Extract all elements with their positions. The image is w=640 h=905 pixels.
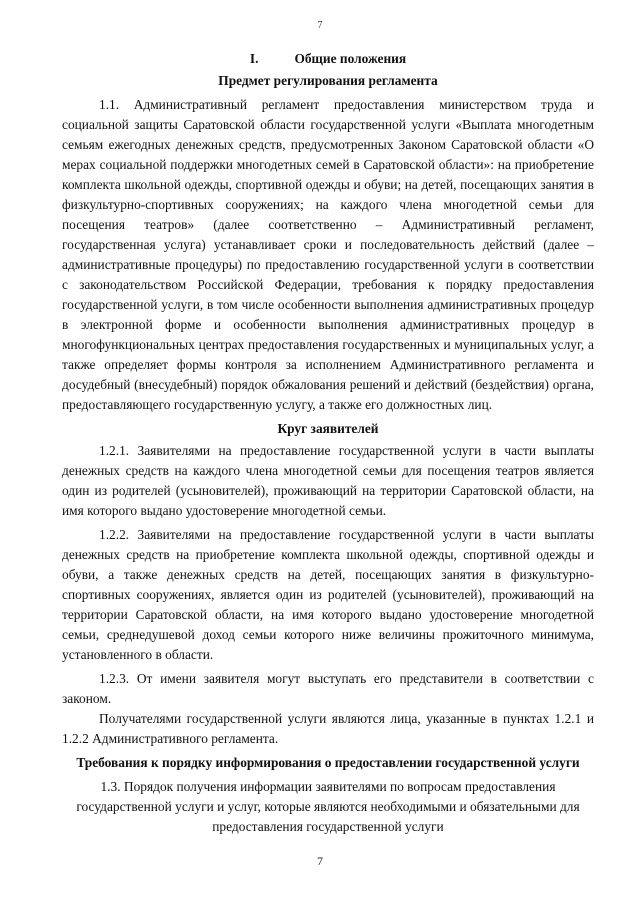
page-number-top: 7 (317, 20, 323, 31)
paragraph-1-2-3: 1.2.3. От имени заявителя могут выступать его представители в соответствии с законом. (62, 671, 594, 706)
paragraph-recipients: Получателями государственной услуги являются лица, указанные в пунктах 1.2.1 и 1.2.2 Административного регламента. (62, 711, 594, 746)
section-heading (62, 49, 594, 69)
heading-informing: Требования к порядку информирования о предоставлении государственной услуги (76, 755, 580, 770)
document-body (62, 49, 594, 837)
page-number-bottom: 7 (317, 854, 323, 868)
heading-subject: Предмет регулирования регламента (218, 73, 438, 88)
section-title: Общие положения (294, 51, 407, 66)
heading-applicants: Круг заявителей (277, 421, 379, 436)
section-number: I. (249, 51, 259, 66)
paragraph-1-3: 1.3. Порядок получения информации заявителями по вопросам предоставления государственной услуги и услуг, которые являются необходимыми и обязательными для предоставления государственной услуги (76, 779, 580, 834)
paragraph-1-1: 1.1. Административный регламент предоставления министерством труда и социальной защиты Саратовской области государственной услуги «Выплата многодетным семьям ежегодных денежных средств, предусмотренных Законом Саратовской области «О мерах социальной поддержки многодетных семей в Саратовской области»: на приобретение комплекта школьной одежды, спортивной одежды и обуви; на детей, посещающих занятия в физкультурно-спортивных сооружениях; на каждого члена многодетной семьи для посещения театров» (далее соответственно – Административный регламент, государственная услуга) устанавливает сроки и последовательность действий (далее – административные процедуры) по предоставлению государственной услуги в соответствии с законодательством Российской Федерации, требования к порядку предоставления государственной услуги, в том числе особенности выполнения административных процедур в электронной форме и особенности выполнения административных процедур в многофункциональных центрах предоставления государственных и муниципальных услуг, а также определяет формы контроля за исполнением Административного регламента и досудебный (внесудебный) порядок обжалования решений и действий (бездействия) органа, предоставляющего государственную услугу, а также его должностных лиц. (62, 97, 594, 412)
paragraph-1-2-2: 1.2.2. Заявителями на предоставление государственной услуги в части выплаты денежных средств на приобретение комплекта школьной одежды, спортивной одежды и обуви, а также денежных средств на детей, посещающих занятия в физкультурно-спортивных сооружениях, является один из родителей (усыновителей), проживающий на территории Саратовской области, на имя которого выдано удостоверение многодетной семьи, среднедушевой доход семьи которого ниже величины прожиточного минимума, установленного в области. (62, 527, 594, 662)
paragraph-1-2-1: 1.2.1. Заявителями на предоставление государственной услуги в части выплаты денежных средств на каждого члена многодетной семьи для посещения театров является один из родителей (усыновителей), проживающий на территории Саратовской области, на имя которого выдано удостоверение многодетной семьи. (62, 443, 594, 518)
